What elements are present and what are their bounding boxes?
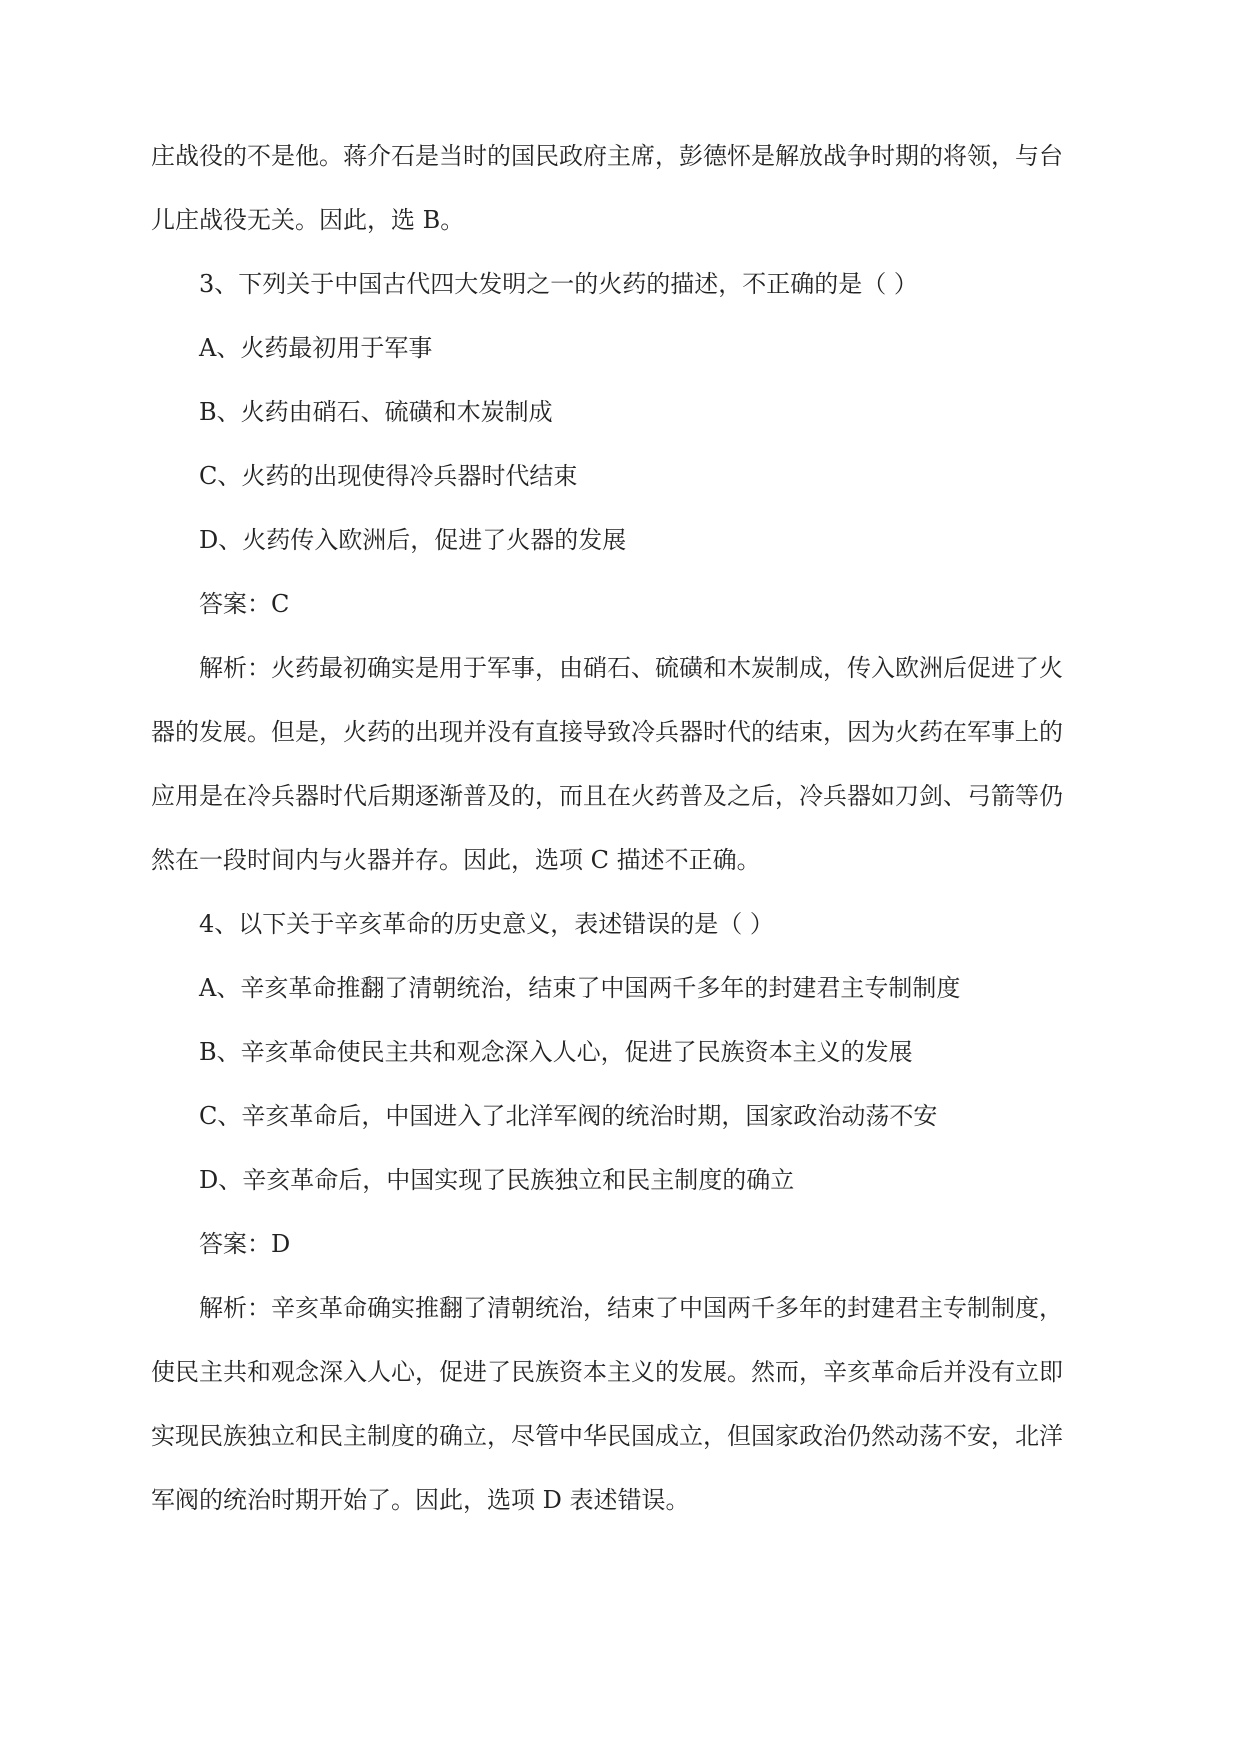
question-3-option-a: A、火药最初用于军事 (199, 334, 433, 362)
question-3-option-d: D、火药传入欧洲后，促进了火器的发展 (199, 526, 627, 554)
question-4-option-c: C、辛亥革命后，中国进入了北洋军阀的统治时期，国家政治动荡不安 (199, 1102, 938, 1130)
question-4-analysis (151, 1292, 1101, 1516)
question-3-analysis (151, 652, 1101, 876)
text-line: 实现民族独立和民主制度的确立，尽管中华民国成立，但国家政治仍然动荡不安，北洋 (151, 1422, 1063, 1450)
text-line: 儿庄战役无关。因此，选 B。 (151, 206, 465, 234)
text-line: 然在一段时间内与火器并存。因此，选项 C 描述不正确。 (151, 846, 761, 874)
question-4-option-d: D、辛亥革命后，中国实现了民族独立和民主制度的确立 (199, 1166, 795, 1194)
q2-analysis-continuation (151, 140, 1101, 236)
question-4 (151, 908, 1101, 1260)
text-line: 军阀的统治时期开始了。因此，选项 D 表述错误。 (151, 1486, 690, 1514)
text-line: 应用是在冷兵器时代后期逐渐普及的，而且在火药普及之后，冷兵器如刀剑、弓箭等仍 (151, 782, 1063, 810)
document-body (151, 140, 1101, 1548)
text-line: 庄战役的不是他。蒋介石是当时的国民政府主席，彭德怀是解放战争时期的将领，与台 (151, 142, 1063, 170)
question-4-stem: 4、以下关于辛亥革命的历史意义，表述错误的是（ ） (199, 910, 774, 938)
question-4-option-b: B、辛亥革命使民主共和观念深入人心，促进了民族资本主义的发展 (199, 1038, 913, 1066)
text-line: 解析：辛亥革命确实推翻了清朝统治，结束了中国两千多年的封建君主专制制度， (199, 1294, 1063, 1322)
question-3-option-b: B、火药由硝石、硫磺和木炭制成 (199, 398, 553, 426)
text-line: 使民主共和观念深入人心，促进了民族资本主义的发展。然而，辛亥革命后并没有立即 (151, 1358, 1063, 1386)
text-line: 器的发展。但是，火药的出现并没有直接导致冷兵器时代的结束，因为火药在军事上的 (151, 718, 1063, 746)
question-3-option-c: C、火药的出现使得冷兵器时代结束 (199, 462, 578, 490)
question-4-option-a: A、辛亥革命推翻了清朝统治，结束了中国两千多年的封建君主专制制度 (199, 974, 961, 1002)
question-3-stem: 3、下列关于中国古代四大发明之一的火药的描述，不正确的是（ ） (199, 270, 918, 298)
question-4-answer: 答案：D (199, 1230, 291, 1258)
question-3 (151, 268, 1101, 620)
question-3-answer: 答案：C (199, 590, 290, 618)
text-line: 解析：火药最初确实是用于军事，由硝石、硫磺和木炭制成，传入欧洲后促进了火 (199, 654, 1063, 682)
